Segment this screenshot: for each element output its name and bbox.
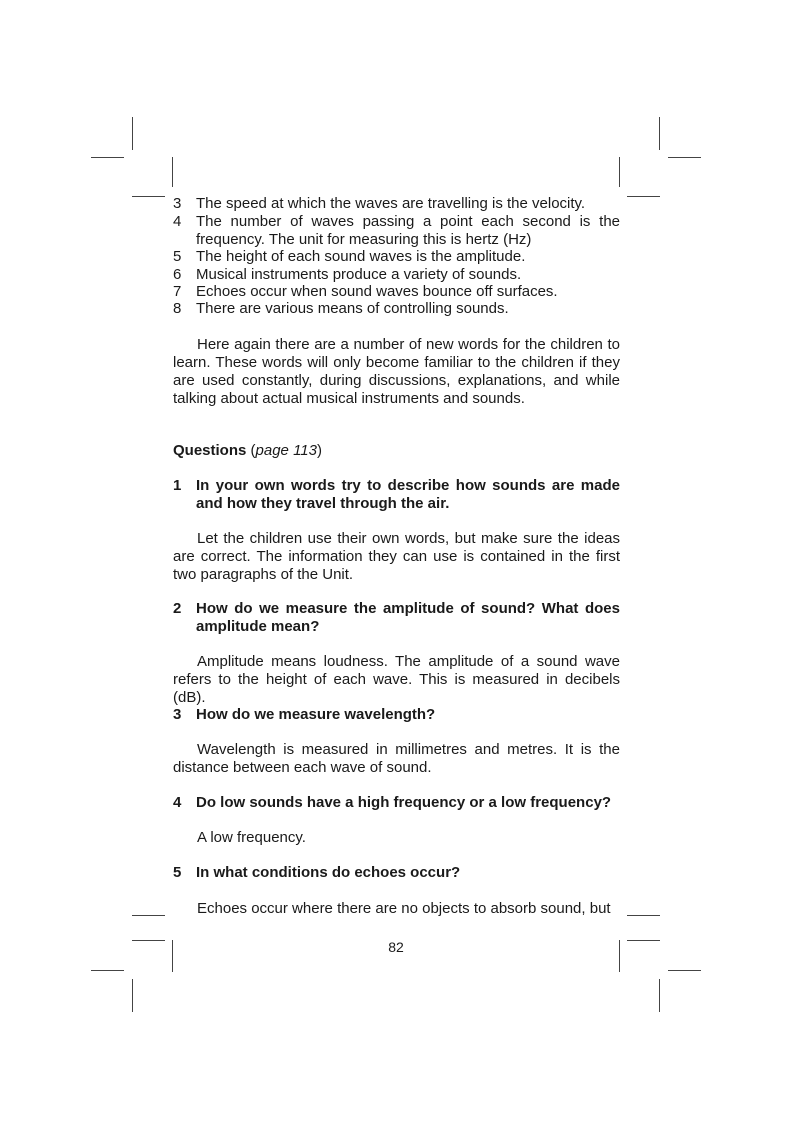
crop-mark [132,915,165,916]
question-number: 4 [173,794,182,811]
list-item-text: The number of waves passing a point each second is the frequency. The unit for measuring this is hertz (Hz) [196,213,620,248]
list-item-number: 5 [173,248,182,265]
list-item-text: The speed at which the waves are travelling is the velocity. [196,195,586,212]
question-text: Do low sounds have a high frequency or a low frequency? [196,794,612,811]
question [173,600,620,636]
intro-paragraph: Here again there are a number of new words for the children to learn. These words will only become familiar to the children if they are used constantly, during discussions, explanations, and while talking about actual musical instruments and sounds. [173,336,620,407]
crop-mark [132,117,133,150]
question-number: 2 [173,600,182,617]
list-item-number: 6 [173,266,182,283]
list-item-number: 3 [173,195,182,212]
list-item-text: Musical instruments produce a variety of sounds. [196,266,522,283]
answer-paragraph: Let the children use their own words, but make sure the ideas are correct. The information they can use is contained in the first two paragraphs of the Unit. [173,530,620,583]
list-item-text: The height of each sound waves is the amplitude. [196,248,526,265]
crop-mark [668,970,701,971]
crop-mark [659,117,660,150]
list-item-text: There are various means of controlling sounds. [196,300,509,317]
list-item-number: 4 [173,213,182,230]
list-item [173,213,620,249]
question-text: How do we measure wavelength? [196,706,436,723]
crop-mark [668,157,701,158]
list-item [173,266,620,284]
crop-mark [172,157,173,187]
crop-mark [627,196,660,197]
question-number: 3 [173,706,182,723]
answer-paragraph: Amplitude means loudness. The amplitude of a sound wave refers to the height of each wave. This is measured in decibels (dB). [173,653,620,706]
answer-paragraph: A low frequency. [197,829,306,846]
crop-mark [659,979,660,1012]
question [173,864,620,882]
page-number: 82 [388,939,404,955]
question [173,794,620,812]
list-item [173,300,620,318]
list-item [173,283,620,301]
answer-paragraph: Echoes occur where there are no objects to absorb sound, but [197,900,611,917]
crop-mark [132,979,133,1012]
questions-heading-label: Questions [173,442,247,459]
crop-mark [91,970,124,971]
list-item-number: 7 [173,283,182,300]
crop-mark [619,157,620,187]
questions-heading-open: ( [250,442,256,459]
crop-mark [91,157,124,158]
question-text: In what conditions do echoes occur? [196,864,461,881]
question [173,477,620,513]
crop-mark [627,915,660,916]
question-text: In your own words try to describe how sounds are made and how they travel through the air. [196,477,620,512]
question-number: 5 [173,864,182,881]
list-item [173,195,620,213]
crop-mark [132,196,165,197]
list-item-number: 8 [173,300,182,317]
questions-heading [173,442,322,460]
list-item [173,248,620,266]
questions-heading-close: ) [316,442,322,459]
question-text: How do we measure the amplitude of sound? What does amplitude mean? [196,600,620,635]
answer-paragraph: Wavelength is measured in millimetres and metres. It is the distance between each wave of sound. [173,741,620,776]
list-item-text: Echoes occur when sound waves bounce off surfaces. [196,283,558,300]
question-number: 1 [173,477,182,494]
page-reference: page 113 [255,442,317,459]
question [173,706,620,724]
